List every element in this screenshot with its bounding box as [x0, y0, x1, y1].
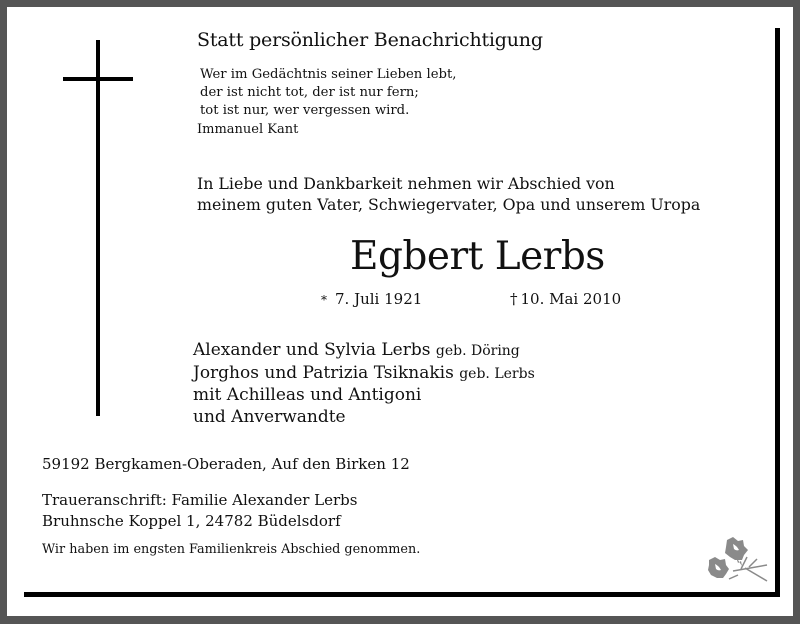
- birth-star-icon: *: [321, 293, 327, 307]
- mourning-address: Traueranschrift: Familie Alexander Lerbs Bruhnsche Koppel 1, 24782 Büdelsdorf: [42, 491, 358, 530]
- mourner-line: mit Achilleas und Antigoni: [193, 385, 422, 405]
- quote-line: der ist nicht tot, der ist nur fern;: [200, 85, 419, 100]
- quote-author: Immanuel Kant: [197, 122, 299, 137]
- heading: Statt persönlicher Benachrichtigung: [197, 29, 543, 51]
- death-date: † 10. Mai 2010: [510, 290, 622, 308]
- dagger-icon: †: [510, 290, 518, 308]
- quote: [200, 66, 456, 120]
- quote-line: tot ist nur, wer vergessen wird.: [200, 103, 410, 118]
- quote-line: Wer im Gedächtnis seiner Lieben lebt,: [200, 67, 457, 82]
- intro-text: [197, 173, 700, 215]
- frame-bottom-bar: [24, 592, 780, 597]
- intro-line: meinem guten Vater, Schwiegervater, Opa und unserem Uropa: [197, 195, 701, 214]
- roses-icon: [705, 535, 775, 590]
- home-address: 59192 Bergkamen-Oberaden, Auf den Birken 12: [42, 455, 410, 473]
- mourners-list: [193, 340, 535, 428]
- mourner-line: Jorghos und Patrizia Tsiknakis geb. Lerbs: [193, 362, 535, 383]
- frame-right-bar: [775, 28, 780, 597]
- intro-line: In Liebe und Dankbarkeit nehmen wir Abschied von: [197, 174, 615, 193]
- birth-date: * 7. Juli 1921: [321, 290, 423, 308]
- deceased-name: Egbert Lerbs: [350, 234, 605, 279]
- mourner-line: und Anverwandte: [193, 406, 346, 427]
- closing-note: Wir haben im engsten Familienkreis Abschied genommen.: [42, 542, 421, 557]
- mourner-line: Alexander und Sylvia Lerbs geb. Döring: [193, 340, 520, 360]
